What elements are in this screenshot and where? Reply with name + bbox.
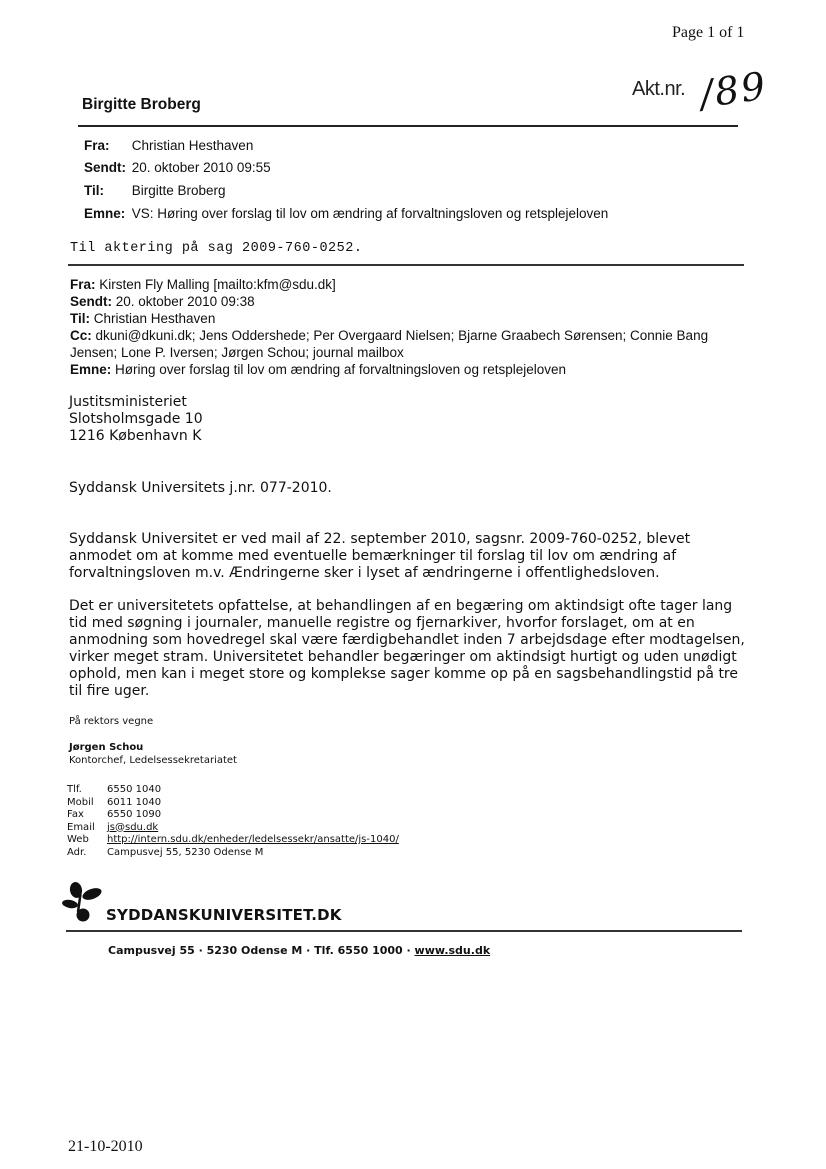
page-number: Page 1 of 1 — [672, 24, 745, 41]
fwd-from-row — [70, 276, 750, 293]
subject-label: Emne: — [84, 206, 126, 221]
contact-tlf-row — [67, 784, 399, 797]
signatory-title: Kontorchef, Ledelsessekretariatet — [69, 755, 237, 766]
fwd-cc-row — [70, 327, 750, 344]
email-link[interactable]: js@sdu.dk — [107, 821, 159, 833]
on-behalf-of: På rektors vegne — [69, 716, 154, 727]
fwd-cc-value-line2: Jensen; Lone P. Iversen; Jørgen Schou; journal mailbox — [70, 345, 404, 360]
fwd-sent-value: 20. oktober 2010 09:38 — [115, 294, 255, 309]
sent-label: Sendt: — [84, 160, 126, 175]
contact-value: 6550 1040 — [107, 784, 162, 795]
fwd-sent-label: Sendt: — [70, 294, 112, 309]
paragraph-1-line: forvaltningsloven m.v. Ændringerne sker i lyset af ændringerne i offentlighedsloven. — [69, 565, 660, 581]
akt-nr-handwritten-number: /89 — [697, 63, 770, 117]
footer-url-link[interactable]: www.sdu.dk — [414, 944, 491, 957]
paragraph-1-line: Syddansk Universitet er ved mail af 22. september 2010, sagsnr. 2009-760-0252, blevet — [69, 531, 691, 547]
paragraph-2 — [69, 598, 759, 700]
aktering-note: Til aktering på sag 2009-760-0252. — [70, 241, 363, 256]
outer-subject-row — [84, 206, 608, 221]
paragraph-2-line: til fire uger. — [69, 683, 150, 699]
paragraph-1 — [69, 531, 759, 582]
fwd-to-value: Christian Hesthaven — [93, 311, 216, 326]
contact-fax-row — [67, 809, 399, 822]
contact-web-row — [67, 834, 399, 847]
to-label: Til: — [84, 183, 104, 198]
outer-sent-row — [84, 160, 271, 175]
contact-adr-row — [67, 847, 399, 860]
paragraph-2-line: Det er universitetets opfattelse, at behandlingen af en begæring om aktindsigt ofte tager lang — [69, 598, 733, 614]
address-line-3: 1216 København K — [69, 428, 202, 444]
fwd-to-label: Til: — [70, 311, 90, 326]
akt-nr-label: Akt.nr. — [632, 78, 686, 100]
contact-block — [67, 784, 399, 859]
fwd-subject-label: Emne: — [70, 362, 112, 377]
outer-from-row — [84, 138, 253, 153]
forward-divider — [68, 264, 744, 266]
contact-mobil-row — [67, 797, 399, 810]
footer-address-text: Campusvej 55 · 5230 Odense M · Tlf. 6550 1000 · — [108, 944, 415, 957]
fwd-subject-row — [70, 361, 750, 378]
contact-value: Campusvej 55, 5230 Odense M — [107, 846, 264, 858]
address-line-1: Justitsministeriet — [69, 394, 187, 410]
fwd-cc-label: Cc: — [70, 328, 92, 343]
contact-value: 6011 1040 — [107, 796, 162, 808]
header-divider — [78, 125, 738, 127]
subject-value: VS: Høring over forslag til lov om ændring af forvaltningsloven og retsplejeloven — [131, 206, 609, 221]
outer-to-row — [84, 183, 226, 198]
contact-email-row — [67, 822, 399, 835]
web-link[interactable]: http://intern.sdu.dk/enheder/ledelsessekr/ansatte/js-1040/ — [107, 834, 399, 845]
fwd-cc-value-line1: dkuni@dkuni.dk; Jens Oddershede; Per Overgaard Nielsen; Bjarne Graabech Sørensen; Connie Bang — [95, 328, 709, 343]
paragraph-1-line: anmodet om at komme med eventuelle bemærkninger til forslag til lov om ændring af — [69, 548, 677, 564]
footer-address — [108, 944, 490, 957]
from-label: Fra: — [84, 138, 110, 153]
date-stamp: 21-10-2010 — [68, 1138, 143, 1155]
paragraph-2-line: virker meget stram. Universitetet behandler begæringer om aktindsigt hurtigt og uden unødigt — [69, 649, 737, 665]
contact-label: Tlf. — [67, 784, 82, 795]
sdu-logo-text: SYDDANSKUNIVERSITET.DK — [106, 906, 342, 924]
paragraph-2-line: ophold, men kan i meget store og komplekse sager komme op på en sagsbehandlingstid på tre — [69, 666, 738, 682]
contact-label: Mobil — [67, 796, 94, 808]
from-value: Christian Hesthaven — [131, 138, 254, 153]
signatory-name: Jørgen Schou — [69, 742, 144, 753]
fwd-subject-value: Høring over forslag til lov om ændring af forvaltningsloven og retsplejeloven — [115, 362, 567, 377]
to-value: Birgitte Broberg — [131, 183, 226, 198]
contact-label: Email — [67, 821, 95, 833]
recipient-name: Birgitte Broberg — [82, 96, 201, 113]
contact-label: Fax — [67, 809, 84, 820]
sent-value: 20. oktober 2010 09:55 — [131, 160, 271, 175]
sdu-logo-icon — [62, 880, 106, 924]
fwd-to-row — [70, 310, 750, 327]
contact-label: Adr. — [67, 846, 87, 858]
contact-value: 6550 1090 — [107, 809, 162, 820]
contact-label: Web — [67, 834, 89, 845]
fwd-cc-row-cont — [70, 344, 750, 361]
paragraph-2-line: anmodning som hovedregel skal være færdigbehandlet inden 7 arbejdsdage efter modtagelsen, — [69, 632, 745, 648]
address-line-2: Slotsholmsgade 10 — [69, 411, 203, 427]
journal-number: Syddansk Universitets j.nr. 077-2010. — [69, 480, 332, 496]
fwd-sent-row — [70, 293, 750, 310]
footer-divider — [66, 930, 742, 932]
fwd-from-label: Fra: — [70, 277, 96, 292]
paragraph-2-line: tid med søgning i journaler, manuelle registre og fjernarkiver, hvorfor forslaget, om at en — [69, 615, 695, 631]
fwd-from-value: Kirsten Fly Malling [mailto:kfm@sdu.dk] — [99, 277, 336, 292]
